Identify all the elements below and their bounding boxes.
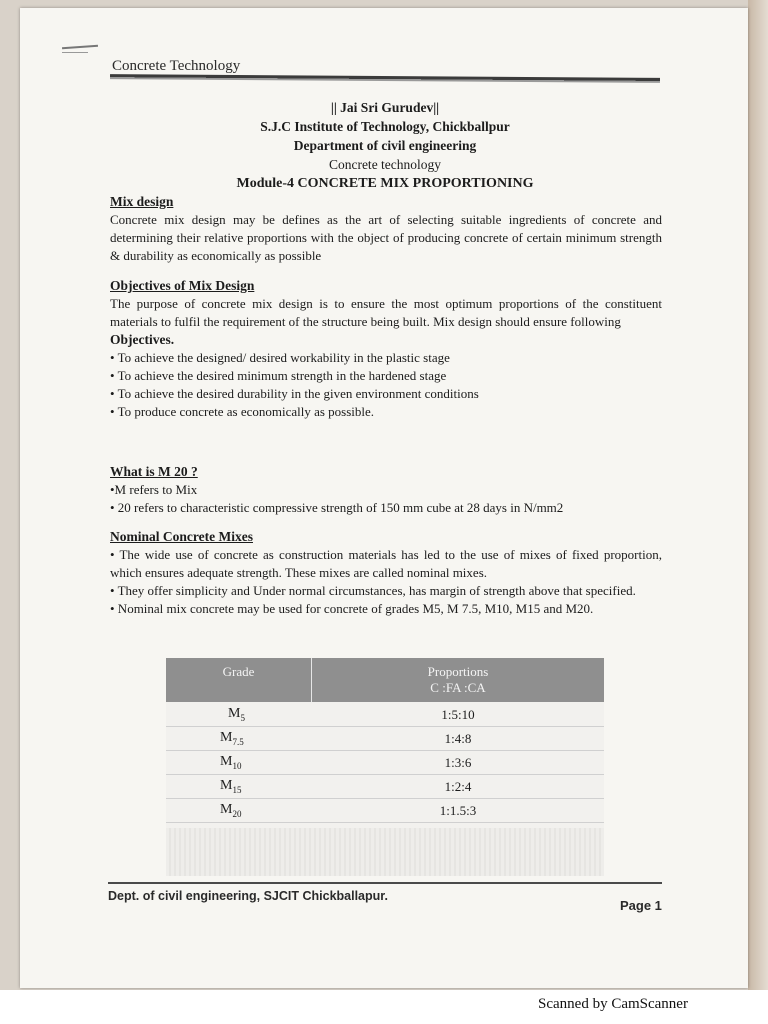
grade-cell: $M_{20}$ <box>220 802 242 819</box>
scan-noise <box>166 828 604 876</box>
table-row <box>166 800 604 824</box>
m20-bullet: • 20 refers to characteristic compressive strength of 150 mm cube at 28 days in N/mm2 <box>110 500 564 515</box>
header-proportions-line1: Proportions <box>427 664 489 679</box>
table-row <box>166 776 604 800</box>
objectives-section <box>110 277 662 421</box>
scanner-watermark: Scanned by CamScanner <box>538 996 688 1012</box>
proportion-cell: 1:4:8 <box>444 731 472 746</box>
header-title: Concrete Technology <box>112 58 241 74</box>
motto: || Jai Sri Gurudev|| <box>330 100 440 115</box>
grade-cell: $M_{15}$ <box>220 778 242 795</box>
mix-design-section <box>110 193 662 265</box>
objectives-subheading: Objectives. <box>110 332 175 347</box>
footer-department: Dept. of civil engineering, SJCIT Chickballapur. <box>108 889 388 903</box>
mix-design-heading: Mix design <box>110 194 174 209</box>
nominal-bullet: • The wide use of concrete as construction materials has led to the use of mixes of fixed proportion, which ensures adequate strength. These mixes are called nominal mixes. <box>110 547 662 580</box>
table-row <box>166 752 604 776</box>
module-title: Module-4 CONCRETE MIX PROPORTIONING <box>236 176 534 191</box>
footer-rule <box>108 882 662 884</box>
page-edge-shadow <box>748 0 768 1000</box>
table-row <box>166 704 604 728</box>
table-header <box>166 658 604 702</box>
grade-cell: $M_{10}$ <box>220 754 242 771</box>
page-number: Page 1 <box>620 898 662 913</box>
objective-bullet: • To achieve the desired minimum strength in the hardened stage <box>110 368 447 383</box>
table-row <box>166 728 604 752</box>
mix-design-text: Concrete mix design may be defines as the art of selecting suitable ingredients of concrete and determining their relative proportions with the object of producing concrete of certain minimum strength & durability as economically as possible <box>110 212 662 263</box>
header-grade: Grade <box>222 664 255 679</box>
proportion-cell: 1:3:6 <box>444 755 472 770</box>
header-proportions <box>312 664 604 696</box>
proportion-cell: 1:2:4 <box>444 779 472 794</box>
objectives-heading: Objectives of Mix Design <box>110 278 255 293</box>
department-name: Department of civil engineering <box>293 138 477 153</box>
proportion-cell: 1:1.5:3 <box>439 803 477 818</box>
m20-heading: What is M 20 ? <box>110 464 198 479</box>
objective-bullet: • To achieve the desired durability in the given environment conditions <box>110 386 479 401</box>
objectives-text: The purpose of concrete mix design is to ensure the most optimum proportions of the constituent materials to fulfil the requirement of the structure being built. Mix design should ensure following <box>110 296 662 329</box>
nominal-mix-table <box>166 658 604 876</box>
m20-section <box>110 463 662 517</box>
institution-block <box>110 98 660 193</box>
college-name: S.J.C Institute of Technology, Chickballpur <box>260 119 510 134</box>
pen-mark <box>62 52 88 53</box>
objective-bullet: • To achieve the designed/ desired workability in the plastic stage <box>110 350 450 365</box>
proportion-cell: 1:5:10 <box>441 707 475 722</box>
m20-bullet: •M refers to Mix <box>110 482 198 497</box>
header-proportions-line2: C :FA :CA <box>430 680 486 695</box>
nominal-bullet: • Nominal mix concrete may be used for concrete of grades M5, M 7.5, M10, M15 and M20. <box>110 601 594 616</box>
nominal-bullet: • They offer simplicity and Under normal circumstances, has margin of strength above that specified. <box>110 583 636 598</box>
objective-bullet: • To produce concrete as economically as possible. <box>110 404 375 419</box>
grade-cell: $M_5$ <box>228 706 245 723</box>
subject-name: Concrete technology <box>328 157 442 172</box>
nominal-heading: Nominal Concrete Mixes <box>110 529 253 544</box>
grade-cell: $M_{7.5}$ <box>220 730 244 747</box>
nominal-section <box>110 528 662 618</box>
